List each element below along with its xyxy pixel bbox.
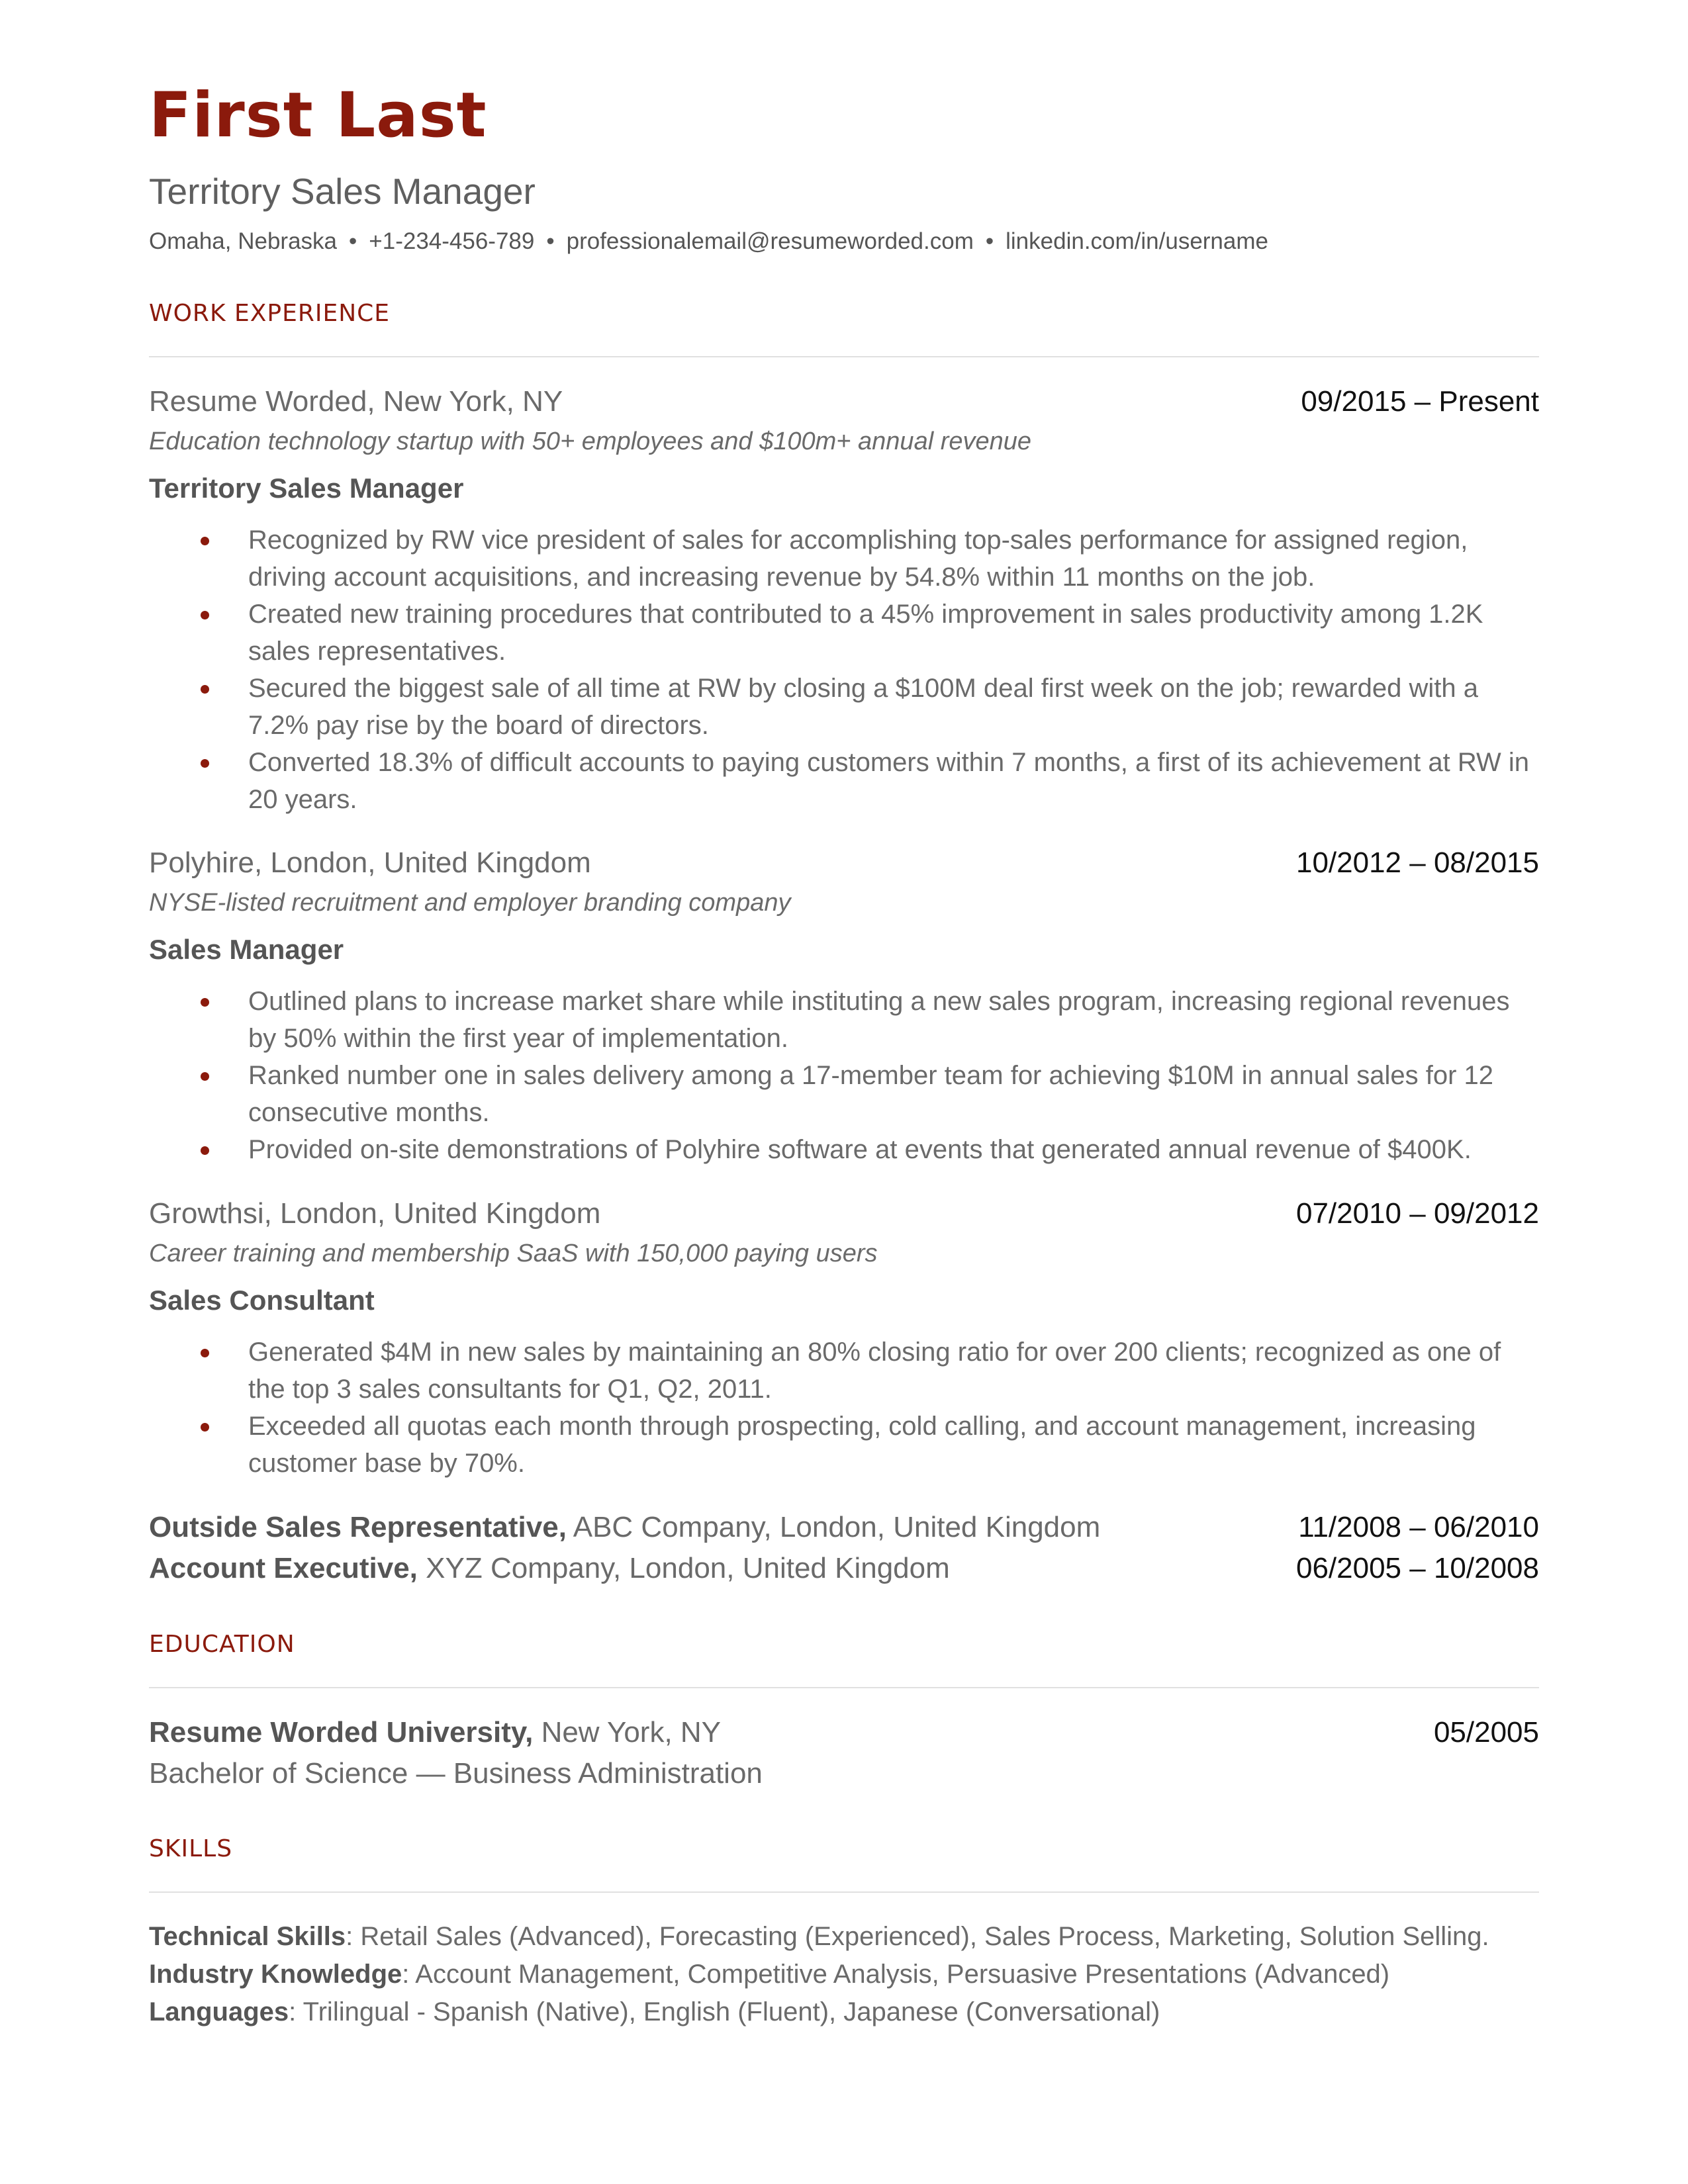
candidate-headline: Territory Sales Manager <box>149 171 536 212</box>
other-role-company: ABC Company, London, United Kingdom <box>573 1511 1101 1543</box>
job-header <box>149 1199 1539 1228</box>
bullet-text: Outlined plans to increase market share while instituting a new sales program, increasing regional revenues by 50% within the first year of implementation. <box>248 987 1510 1053</box>
list-item <box>149 1334 1539 1408</box>
job-dates: 09/2015 – Present <box>1301 385 1539 418</box>
education-header <box>149 1718 1539 1747</box>
bullet-text: Converted 18.3% of difficult accounts to paying customers within 7 months, a first of its achievement at RW in 20 years. <box>248 748 1529 814</box>
other-role-dates: 11/2008 – 06/2010 <box>1298 1511 1539 1543</box>
other-role-title: Account Executive, <box>149 1552 418 1584</box>
job-bullets <box>149 1334 1539 1482</box>
education-date: 05/2005 <box>1433 1716 1539 1749</box>
skills-label: Languages <box>149 1997 289 2026</box>
contact-email[interactable]: professionalemail@resumeworded.com <box>566 228 974 254</box>
list-item <box>149 670 1539 744</box>
bullet-icon <box>201 1423 209 1432</box>
contact-separator: • <box>985 228 994 254</box>
candidate-name: First Last <box>149 79 487 152</box>
other-role-company: XYZ Company, London, United Kingdom <box>426 1552 950 1584</box>
job-header <box>149 387 1539 416</box>
education-school: Resume Worded University, <box>149 1716 534 1749</box>
bullet-text: Recognized by RW vice president of sales for accomplishing top-sales performance for assigned region, driving account acquisitions, and increasing revenue by 54.8% within 11 months on the job. <box>248 525 1468 592</box>
bullet-icon <box>201 1349 209 1357</box>
bullet-icon <box>201 998 209 1007</box>
skills-value: : Retail Sales (Advanced), Forecasting (Experienced), Sales Process, Marketing, Solution Selling. <box>346 1922 1489 1951</box>
section-divider <box>149 1891 1539 1893</box>
job-description: Education technology startup with 50+ employees and $100m+ annual revenue <box>149 428 1032 455</box>
bullet-icon <box>201 611 209 619</box>
job-dates: 07/2010 – 09/2012 <box>1295 1197 1539 1230</box>
education-location: New York, NY <box>541 1716 722 1749</box>
bullet-icon <box>201 537 209 545</box>
bullet-text: Ranked number one in sales delivery among a 17-member team for achieving $10M in annual sales for 12 consecutive months. <box>248 1061 1494 1127</box>
list-item <box>149 983 1539 1057</box>
bullet-icon <box>201 759 209 768</box>
education-degree: Bachelor of Science — Business Administration <box>149 1757 763 1790</box>
contact-linkedin[interactable]: linkedin.com/in/username <box>1006 228 1268 254</box>
other-role-title: Outside Sales Representative, <box>149 1511 567 1543</box>
list-item <box>149 744 1539 818</box>
bullet-icon <box>201 1072 209 1081</box>
other-role <box>149 1513 1539 1542</box>
job-company: Growthsi, London, United Kingdom <box>149 1197 601 1230</box>
other-role-dates: 06/2005 – 10/2008 <box>1295 1552 1539 1584</box>
section-divider <box>149 1687 1539 1688</box>
section-title-skills: SKILLS <box>149 1835 233 1862</box>
skills-line-technical <box>149 1923 1539 1950</box>
job-company: Polyhire, London, United Kingdom <box>149 846 591 879</box>
job-role: Territory Sales Manager <box>149 473 464 504</box>
section-title-work-experience: WORK EXPERIENCE <box>149 300 391 327</box>
job-company: Resume Worded, New York, NY <box>149 385 563 418</box>
job-role: Sales Consultant <box>149 1285 375 1316</box>
skills-label: Industry Knowledge <box>149 1960 402 1989</box>
contact-location: Omaha, Nebraska <box>149 228 338 254</box>
bullet-text: Secured the biggest sale of all time at RW by closing a $100M deal first week on the job; rewarded with a 7.2% pay rise by the board of directors. <box>248 674 1479 740</box>
other-role <box>149 1554 1539 1583</box>
list-item <box>149 1131 1539 1168</box>
list-item <box>149 1408 1539 1482</box>
skills-label: Technical Skills <box>149 1922 346 1951</box>
list-item <box>149 596 1539 670</box>
job-description: Career training and membership SaaS with 150,000 paying users <box>149 1240 878 1267</box>
bullet-text: Provided on-site demonstrations of Polyhire software at events that generated annual revenue of $400K. <box>248 1135 1472 1164</box>
bullet-text: Generated $4M in new sales by maintaining an 80% closing ratio for over 200 clients; recognized as one of the top 3 sales consultants for Q1, Q2, 2011. <box>248 1338 1501 1404</box>
job-dates: 10/2012 – 08/2015 <box>1295 846 1539 879</box>
contact-line <box>149 230 1268 253</box>
list-item <box>149 1057 1539 1131</box>
skills-line-industry <box>149 1961 1539 1987</box>
skills-value: : Trilingual - Spanish (Native), English (Fluent), Japanese (Conversational) <box>289 1997 1160 2026</box>
bullet-text: Exceeded all quotas each month through prospecting, cold calling, and account management, increasing customer base by 70%. <box>248 1412 1476 1478</box>
bullet-icon <box>201 1146 209 1155</box>
section-divider <box>149 356 1539 357</box>
job-bullets <box>149 983 1539 1168</box>
job-role: Sales Manager <box>149 934 344 965</box>
contact-separator: • <box>546 228 555 254</box>
job-description: NYSE-listed recruitment and employer branding company <box>149 889 791 917</box>
list-item <box>149 522 1539 596</box>
contact-separator: • <box>349 228 357 254</box>
contact-phone[interactable]: +1-234-456-789 <box>369 228 535 254</box>
section-title-education: EDUCATION <box>149 1631 295 1658</box>
bullet-icon <box>201 685 209 694</box>
skills-value: : Account Management, Competitive Analysis, Persuasive Presentations (Advanced) <box>402 1960 1390 1989</box>
job-bullets <box>149 522 1539 818</box>
skills-line-languages <box>149 1999 1539 2025</box>
job-header <box>149 848 1539 878</box>
bullet-text: Created new training procedures that contributed to a 45% improvement in sales productivity among 1.2K sales representatives. <box>248 600 1483 666</box>
